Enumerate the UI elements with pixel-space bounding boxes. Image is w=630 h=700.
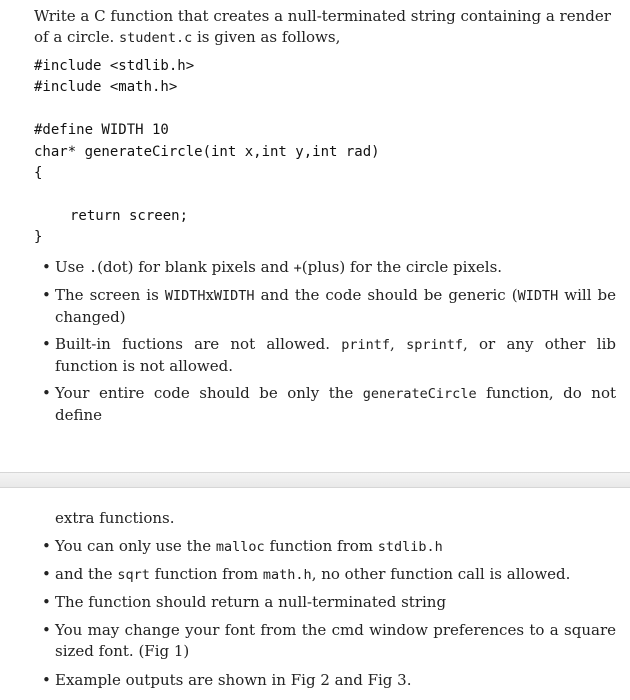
code-define-width: #define WIDTH 10 xyxy=(34,122,169,138)
intro-text-end: is given as follows, xyxy=(192,28,341,46)
intro-filename: student.c xyxy=(119,30,193,46)
bullet-dot: • xyxy=(42,286,51,304)
page-bottom xyxy=(0,488,630,700)
bullet-item: • Example outputs are shown in Fig 2 and Fig 3. xyxy=(42,671,412,689)
bullet-dot: • xyxy=(42,671,51,689)
bullet-item: • You can only use the malloc function from stdlib.h xyxy=(42,537,443,555)
bullet-dot: • xyxy=(42,384,51,402)
page-break-separator xyxy=(0,472,630,488)
bullet-item: • Use .(dot) for blank pixels and +(plus) for the circle pixels. xyxy=(42,258,503,276)
bullet-continuation: extra functions. xyxy=(55,509,175,527)
bullet-item: • The screen is WIDTHxWIDTH and the code should be generic (WIDTH will be changed) xyxy=(42,286,616,326)
bullet-dot: • xyxy=(42,537,51,555)
bullet-item: • Built-in fuctions are not allowed. printf, sprintf, or any other lib function is not allowed. xyxy=(42,335,616,375)
bullet-dot: • xyxy=(42,335,51,353)
code-close-brace: } xyxy=(34,229,43,245)
bullet-dot: • xyxy=(42,593,51,611)
code-include-stdlib: #include <stdlib.h> xyxy=(34,58,195,74)
bullet-item: • You may change your font from the cmd window preferences to a square sized font. (Fig 1) xyxy=(42,621,616,660)
code-include-math: #include <math.h> xyxy=(34,79,178,95)
bullet-dot: • xyxy=(42,621,51,639)
intro-paragraph xyxy=(34,6,616,49)
code-open-brace: { xyxy=(34,165,43,181)
intro-text: Write a C function that creates a null-terminated string containing a render of a circle. xyxy=(34,7,611,46)
bullet-item: • The function should return a null-terminated string xyxy=(42,593,447,611)
bullet-dot: • xyxy=(42,565,51,583)
bullet-item: • Your entire code should be only the generateCircle function, do not define xyxy=(42,384,617,424)
bullet-dot: • xyxy=(42,258,51,276)
bullet-item: • and the sqrt function from math.h, no other function call is allowed. xyxy=(42,565,571,583)
code-return-statement: return screen; xyxy=(70,208,189,224)
code-function-signature: char* generateCircle(int x,int y,int rad) xyxy=(34,144,380,160)
